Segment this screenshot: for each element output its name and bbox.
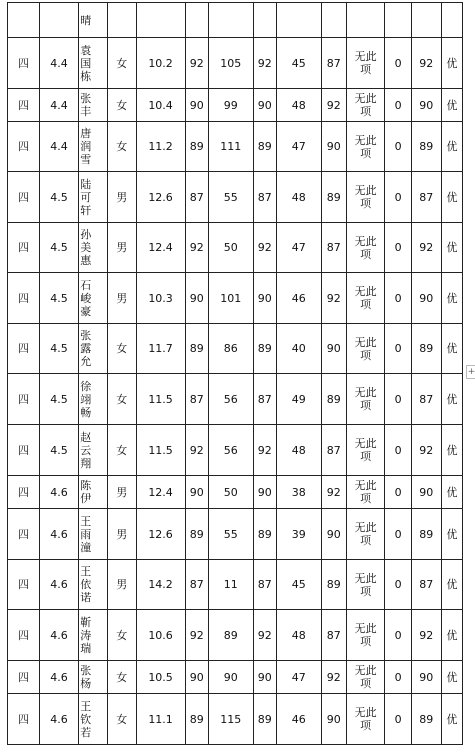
no-item-text: 无此项: [354, 184, 377, 210]
rope-jump-cell: 101: [208, 273, 253, 324]
situp-cell: 39: [276, 509, 321, 560]
student-name-text: 靳涛瑞: [80, 615, 92, 655]
no-item-text: 无此项: [354, 571, 377, 598]
student-name-text: 袁国栋: [80, 43, 92, 83]
gender-cell: 女: [107, 38, 136, 89]
no-item-text: 无此项: [354, 706, 377, 732]
run-time-cell: 12.4: [136, 223, 185, 273]
gender-cell: 男: [107, 273, 136, 324]
cell-empty: [136, 3, 185, 38]
no-item-text: 无此项: [354, 50, 377, 76]
student-name-cell: [79, 273, 108, 324]
total-score-cell: 90: [411, 476, 441, 509]
total-score-cell: 87: [411, 560, 441, 610]
rope-score-cell: 87: [253, 374, 276, 425]
student-name-cell: [79, 374, 108, 425]
student-name-text: 陈伊: [80, 479, 92, 505]
rope-jump-cell: 115: [208, 694, 253, 745]
gender-cell: 女: [107, 374, 136, 425]
rope-score-cell: 89: [253, 694, 276, 745]
rope-score-cell: 87: [253, 560, 276, 610]
rope-jump-cell: 11: [208, 560, 253, 610]
situp-cell: 46: [276, 694, 321, 745]
situp-score-cell: 90: [321, 324, 347, 374]
extra-score-cell: 0: [385, 425, 412, 476]
rope-score-cell: 89: [253, 324, 276, 374]
grade-cell: 四: [8, 223, 40, 273]
run-score-cell: 92: [185, 223, 208, 273]
run-score-cell: 90: [185, 89, 208, 122]
student-name-cell: [79, 560, 108, 610]
gender-cell: 男: [107, 223, 136, 273]
total-score-cell: 90: [411, 661, 441, 694]
student-name-cell: [79, 38, 108, 89]
situp-score-cell: 87: [321, 38, 347, 89]
total-score-cell: 92: [411, 425, 441, 476]
student-name-cell: [79, 425, 108, 476]
no-item-cell: [347, 374, 385, 425]
run-time-cell: 11.2: [136, 122, 185, 172]
no-item-cell: [347, 38, 385, 89]
grade-level-cell: 优: [441, 425, 462, 476]
score-cell: 4.4: [39, 38, 78, 89]
situp-cell: 48: [276, 425, 321, 476]
situp-cell: 48: [276, 172, 321, 223]
table-row: [8, 172, 463, 223]
rope-score-cell: 89: [253, 122, 276, 172]
student-name-cell: [79, 89, 108, 122]
grade-cell: 四: [8, 610, 40, 661]
no-item-text: 无此项: [354, 664, 377, 690]
no-item-text: 无此项: [354, 521, 377, 547]
total-score-cell: 89: [411, 324, 441, 374]
rope-score-cell: 92: [253, 223, 276, 273]
gender-cell: 女: [107, 324, 136, 374]
cell-empty: [208, 3, 253, 38]
rope-jump-cell: 89: [208, 610, 253, 661]
situp-score-cell: 87: [321, 610, 347, 661]
cell-empty: [253, 3, 276, 38]
no-item-cell: [347, 694, 385, 745]
no-item-text: 无此项: [354, 479, 377, 505]
score-cell: 4.5: [39, 324, 78, 374]
total-score-cell: 89: [411, 694, 441, 745]
no-item-cell: [347, 122, 385, 172]
extra-score-cell: 0: [385, 89, 412, 122]
grade-level-cell: 优: [441, 560, 462, 610]
cell-empty: [39, 3, 78, 38]
extra-score-cell: 0: [385, 560, 412, 610]
rope-jump-cell: 56: [208, 374, 253, 425]
extra-score-cell: 0: [385, 610, 412, 661]
student-name-text: 唐润雪: [80, 127, 92, 166]
run-score-cell: 92: [185, 425, 208, 476]
table-row: [8, 694, 463, 745]
gender-cell: 男: [107, 560, 136, 610]
run-score-cell: 90: [185, 476, 208, 509]
grade-cell: 四: [8, 661, 40, 694]
situp-score-cell: 89: [321, 172, 347, 223]
rope-jump-cell: 50: [208, 223, 253, 273]
rope-jump-cell: 56: [208, 425, 253, 476]
grade-cell: 四: [8, 374, 40, 425]
score-cell: 4.6: [39, 694, 78, 745]
grade-level-cell: 优: [441, 273, 462, 324]
situp-score-cell: 87: [321, 425, 347, 476]
run-score-cell: 87: [185, 560, 208, 610]
run-score-cell: 90: [185, 661, 208, 694]
run-time-cell: 11.7: [136, 324, 185, 374]
grade-cell: 四: [8, 694, 40, 745]
rope-jump-cell: 99: [208, 89, 253, 122]
situp-score-cell: 92: [321, 661, 347, 694]
run-score-cell: 89: [185, 122, 208, 172]
cell-empty: [107, 3, 136, 38]
grade-level-cell: 优: [441, 223, 462, 273]
extra-score-cell: 0: [385, 661, 412, 694]
extra-score-cell: 0: [385, 324, 412, 374]
rope-score-cell: 90: [253, 89, 276, 122]
student-name-text: 徐翊畅: [80, 379, 92, 419]
total-score-cell: 90: [411, 273, 441, 324]
score-cell: 4.4: [39, 122, 78, 172]
run-time-cell: 12.4: [136, 476, 185, 509]
gender-cell: 男: [107, 476, 136, 509]
run-time-cell: 12.6: [136, 509, 185, 560]
grade-cell: 四: [8, 172, 40, 223]
rope-jump-cell: 105: [208, 38, 253, 89]
student-name-text: 王雨潼: [80, 514, 92, 554]
run-time-cell: 11.1: [136, 694, 185, 745]
grade-cell: 四: [8, 89, 40, 122]
situp-cell: 45: [276, 38, 321, 89]
rope-jump-cell: 50: [208, 476, 253, 509]
cell-empty: [385, 3, 412, 38]
grade-level-cell: 优: [441, 509, 462, 560]
grade-level-cell: 优: [441, 324, 462, 374]
situp-cell: 49: [276, 374, 321, 425]
run-score-cell: 89: [185, 324, 208, 374]
situp-cell: 40: [276, 324, 321, 374]
rope-jump-cell: 55: [208, 509, 253, 560]
extra-score-cell: 0: [385, 273, 412, 324]
run-time-cell: 10.4: [136, 89, 185, 122]
situp-cell: 46: [276, 273, 321, 324]
score-cell: 4.5: [39, 425, 78, 476]
gender-cell: 女: [107, 89, 136, 122]
grade-level-cell: 优: [441, 661, 462, 694]
grade-level-cell: 优: [441, 89, 462, 122]
score-cell: 4.6: [39, 661, 78, 694]
student-name-text: 石峻豪: [80, 278, 92, 318]
score-cell: 4.5: [39, 273, 78, 324]
gender-cell: 女: [107, 425, 136, 476]
total-score-cell: 90: [411, 89, 441, 122]
student-name-text: 张丰: [80, 92, 92, 118]
cell-empty: [8, 3, 40, 38]
student-name-text: 赵云翔: [80, 430, 92, 470]
no-item-cell: [347, 223, 385, 273]
score-cell: 4.5: [39, 374, 78, 425]
no-item-cell: [347, 89, 385, 122]
table-row-top: [8, 3, 463, 38]
situp-cell: 47: [276, 223, 321, 273]
extra-score-cell: 0: [385, 122, 412, 172]
grade-level-cell: 优: [441, 122, 462, 172]
run-time-cell: 10.5: [136, 661, 185, 694]
total-score-cell: 87: [411, 374, 441, 425]
situp-score-cell: 90: [321, 122, 347, 172]
table-row: [8, 610, 463, 661]
rope-jump-cell: 90: [208, 661, 253, 694]
rope-score-cell: 92: [253, 610, 276, 661]
grade-cell: 四: [8, 476, 40, 509]
situp-score-cell: 92: [321, 89, 347, 122]
grade-level-cell: 优: [441, 476, 462, 509]
grade-level-cell: 优: [441, 172, 462, 223]
student-name-text: 张露允: [80, 329, 92, 368]
table-row: [8, 89, 463, 122]
run-time-cell: 10.6: [136, 610, 185, 661]
rope-score-cell: 89: [253, 509, 276, 560]
rope-score-cell: 90: [253, 476, 276, 509]
student-name-text: 王依诺: [80, 565, 92, 604]
situp-score-cell: 90: [321, 694, 347, 745]
run-score-cell: 89: [185, 509, 208, 560]
no-item-cell: [347, 476, 385, 509]
run-score-cell: 92: [185, 38, 208, 89]
no-item-text: 无此项: [354, 335, 377, 362]
no-item-text: 无此项: [354, 92, 377, 118]
run-time-cell: 11.5: [136, 374, 185, 425]
grade-cell: 四: [8, 273, 40, 324]
extra-score-cell: 0: [385, 476, 412, 509]
rope-score-cell: 92: [253, 38, 276, 89]
situp-score-cell: 89: [321, 374, 347, 425]
situp-score-cell: 89: [321, 560, 347, 610]
run-time-cell: 11.5: [136, 425, 185, 476]
score-table: [7, 2, 463, 745]
extra-score-cell: 0: [385, 223, 412, 273]
table-row: [8, 324, 463, 374]
rope-jump-cell: 111: [208, 122, 253, 172]
grade-cell: 四: [8, 38, 40, 89]
no-item-cell: [347, 661, 385, 694]
situp-score-cell: 87: [321, 223, 347, 273]
student-name-text: 张杨: [80, 664, 92, 690]
cell-empty: [321, 3, 347, 38]
no-item-cell: [347, 172, 385, 223]
student-name-text: 陆可轩: [80, 177, 92, 217]
extra-score-cell: 0: [385, 38, 412, 89]
table-row: [8, 273, 463, 324]
no-item-text: 无此项: [354, 285, 377, 311]
grade-cell: 四: [8, 560, 40, 610]
run-score-cell: 92: [185, 610, 208, 661]
grade-cell: 四: [8, 509, 40, 560]
score-cell: 4.6: [39, 610, 78, 661]
rope-score-cell: 90: [253, 273, 276, 324]
no-item-cell: [347, 560, 385, 610]
run-time-cell: 12.6: [136, 172, 185, 223]
situp-cell: 48: [276, 610, 321, 661]
grade-cell: 四: [8, 122, 40, 172]
cell-empty: [185, 3, 208, 38]
no-item-text: 无此项: [354, 622, 377, 648]
situp-cell: 48: [276, 89, 321, 122]
student-name-text: 王钦若: [80, 699, 92, 739]
student-name-cell: [79, 172, 108, 223]
student-name-text: 孙美惠: [80, 228, 92, 267]
rope-score-cell: 92: [253, 425, 276, 476]
total-score-cell: 92: [411, 610, 441, 661]
total-score-cell: 89: [411, 509, 441, 560]
extra-score-cell: 0: [385, 374, 412, 425]
student-name-cell: [79, 509, 108, 560]
gender-cell: 男: [107, 509, 136, 560]
total-score-cell: 87: [411, 172, 441, 223]
total-score-cell: 92: [411, 223, 441, 273]
table-row: [8, 425, 463, 476]
student-name-cell: [79, 610, 108, 661]
rope-score-cell: 90: [253, 661, 276, 694]
run-score-cell: 90: [185, 273, 208, 324]
rope-score-cell: 87: [253, 172, 276, 223]
table-row: [8, 509, 463, 560]
no-item-cell: [347, 273, 385, 324]
gender-cell: 女: [107, 694, 136, 745]
no-item-cell: [347, 324, 385, 374]
student-name-cell: 晴: [79, 3, 108, 38]
table-row: [8, 661, 463, 694]
student-name-cell: [79, 122, 108, 172]
gender-cell: 女: [107, 122, 136, 172]
run-score-cell: 89: [185, 694, 208, 745]
table-row: [8, 38, 463, 89]
cell-empty: [441, 3, 462, 38]
table-row: [8, 122, 463, 172]
score-cell: 4.6: [39, 509, 78, 560]
situp-score-cell: 92: [321, 476, 347, 509]
score-cell: 4.5: [39, 223, 78, 273]
no-item-cell: [347, 509, 385, 560]
rope-jump-cell: 55: [208, 172, 253, 223]
student-name-cell: [79, 223, 108, 273]
cell-empty: [411, 3, 441, 38]
table-row: [8, 476, 463, 509]
gender-cell: 女: [107, 661, 136, 694]
situp-score-cell: 92: [321, 273, 347, 324]
student-name-cell: [79, 324, 108, 374]
cell-empty: [276, 3, 321, 38]
situp-score-cell: 90: [321, 509, 347, 560]
total-score-cell: 92: [411, 38, 441, 89]
grade-cell: 四: [8, 425, 40, 476]
grade-level-cell: 优: [441, 374, 462, 425]
extra-score-cell: 0: [385, 172, 412, 223]
situp-cell: 38: [276, 476, 321, 509]
student-name-cell: [79, 694, 108, 745]
table-row: [8, 374, 463, 425]
run-score-cell: 87: [185, 374, 208, 425]
run-score-cell: 87: [185, 172, 208, 223]
situp-cell: 47: [276, 122, 321, 172]
student-name-cell: [79, 476, 108, 509]
run-time-cell: 10.2: [136, 38, 185, 89]
run-time-cell: 14.2: [136, 560, 185, 610]
grade-level-cell: 优: [441, 694, 462, 745]
extra-score-cell: 0: [385, 694, 412, 745]
score-cell: 4.6: [39, 560, 78, 610]
gender-cell: 女: [107, 610, 136, 661]
no-item-cell: [347, 610, 385, 661]
no-item-text: 无此项: [354, 386, 377, 412]
no-item-text: 无此项: [354, 437, 377, 463]
grade-cell: 四: [8, 324, 40, 374]
total-score-cell: 89: [411, 122, 441, 172]
gender-cell: 男: [107, 172, 136, 223]
grade-level-cell: 优: [441, 38, 462, 89]
score-cell: 4.5: [39, 172, 78, 223]
situp-cell: 47: [276, 661, 321, 694]
no-item-text: 无此项: [354, 133, 377, 160]
situp-cell: 45: [276, 560, 321, 610]
extra-score-cell: 0: [385, 509, 412, 560]
rope-jump-cell: 86: [208, 324, 253, 374]
score-cell: 4.4: [39, 89, 78, 122]
run-time-cell: 10.3: [136, 273, 185, 324]
table-row: [8, 223, 463, 273]
grade-level-cell: 优: [441, 610, 462, 661]
table-body: [8, 3, 463, 745]
table-row: [8, 560, 463, 610]
student-name-cell: [79, 661, 108, 694]
cell-empty: [347, 3, 385, 38]
no-item-cell: [347, 425, 385, 476]
score-cell: 4.6: [39, 476, 78, 509]
no-item-text: 无此项: [354, 234, 377, 261]
add-row-handle[interactable]: +: [467, 367, 475, 377]
